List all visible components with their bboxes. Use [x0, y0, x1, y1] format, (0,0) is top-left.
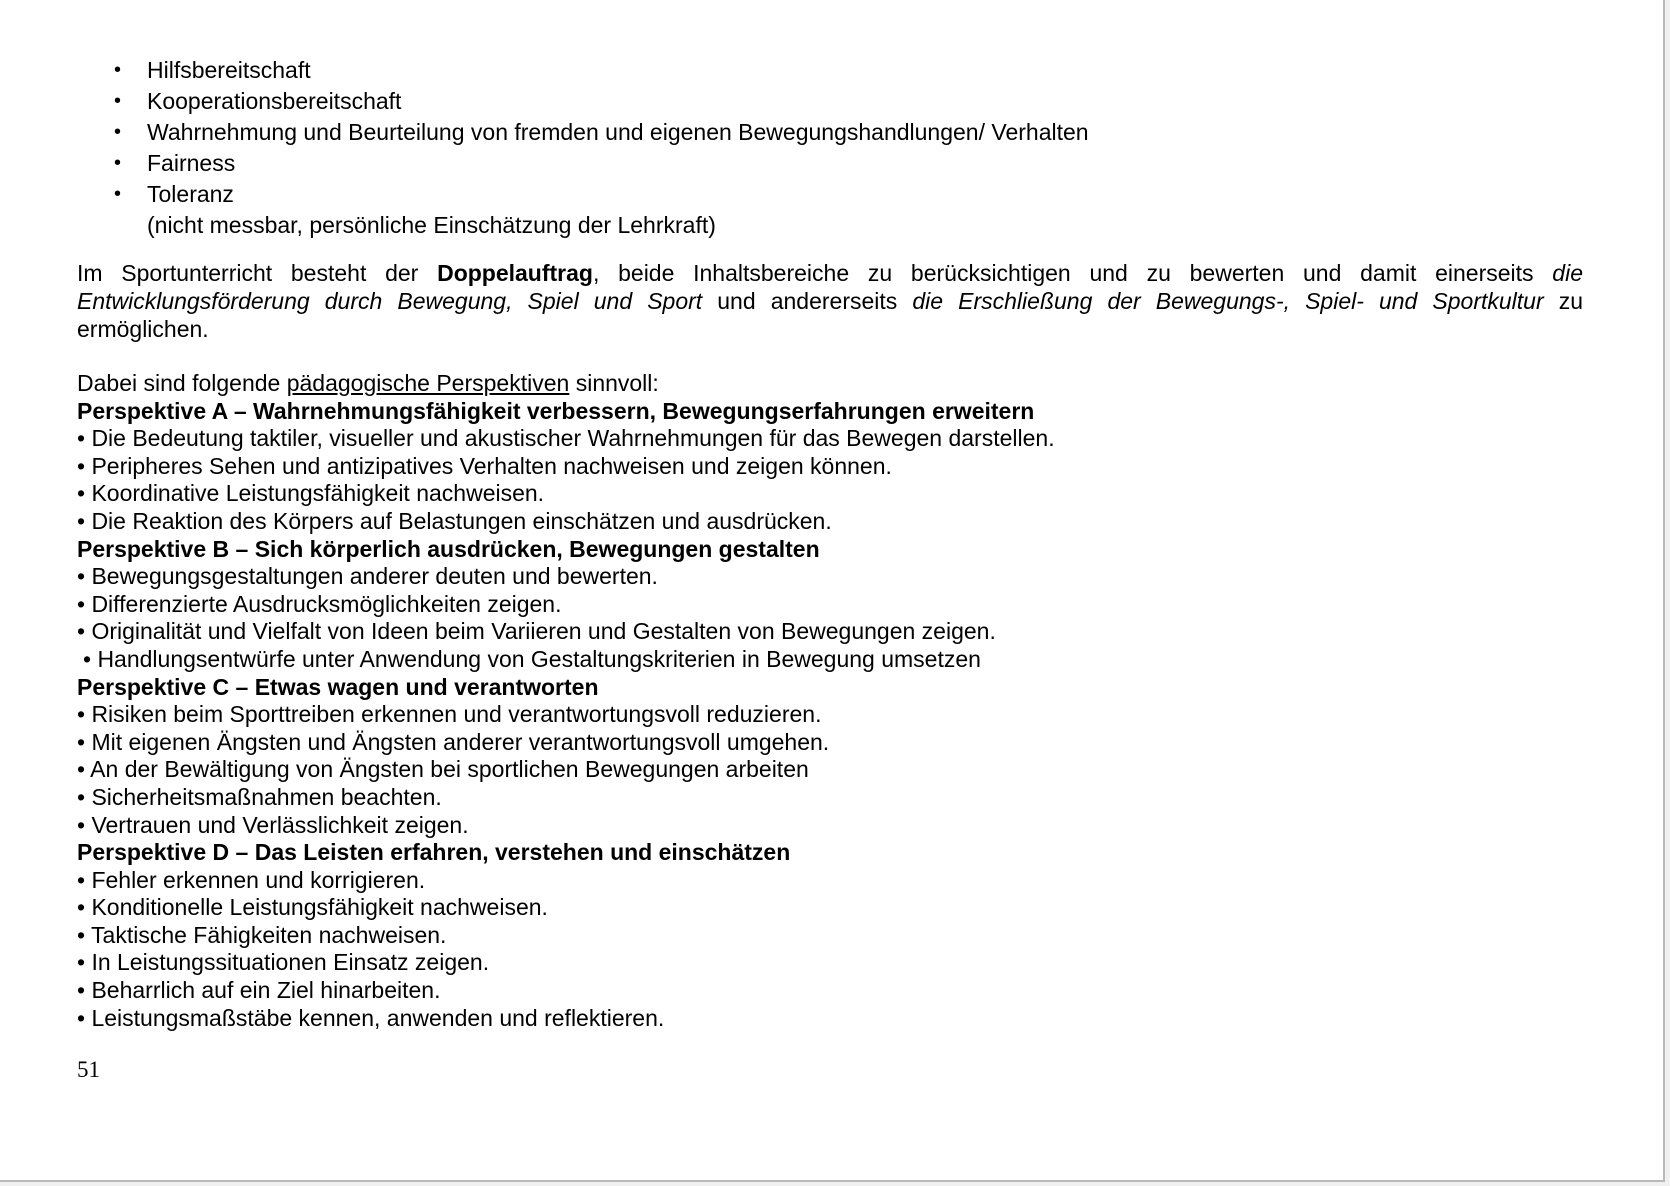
- bullet-icon: •: [114, 121, 122, 143]
- list-item: • Originalität und Vielfalt von Ideen beim Variieren und Gestalten von Bewegungen zeigen.: [77, 618, 996, 645]
- perspectives-intro: Dabei sind folgende pädagogische Perspektiven sinnvoll:: [77, 370, 659, 396]
- page-number: 51: [77, 1057, 100, 1082]
- perspective-d-heading: Perspektive D – Das Leisten erfahren, verstehen und einschätzen: [77, 839, 791, 866]
- list-item: • Kooperationsbereitschaft: [77, 86, 1583, 117]
- social-competence-list: [77, 55, 1583, 210]
- list-item: • Bewegungsgestaltungen anderer deuten und bewerten.: [77, 563, 658, 590]
- list-item: • Peripheres Sehen und antizipatives Verhalten nachweisen und zeigen können.: [77, 452, 892, 479]
- list-item: • Hilfsbereitschaft: [77, 55, 1583, 86]
- list-item: • Toleranz: [77, 179, 1583, 210]
- list-item: • Die Reaktion des Körpers auf Belastungen einschätzen und ausdrücken.: [77, 507, 832, 534]
- list-item: • Sicherheitsmaßnahmen beachten.: [77, 783, 442, 810]
- list-item: • Risiken beim Sporttreiben erkennen und verantwortungsvoll reduzieren.: [77, 701, 822, 728]
- list-item: • Die Bedeutung taktiler, visueller und akustischer Wahrnehmungen für das Bewegen darstellen.: [77, 425, 1055, 452]
- perspective-c-heading: Perspektive C – Etwas wagen und verantworten: [77, 673, 599, 700]
- list-item: • Vertrauen und Verlässlichkeit zeigen.: [77, 811, 469, 838]
- underlined-term: pädagogische Perspektiven: [286, 370, 570, 396]
- perspective-a-heading: Perspektive A – Wahrnehmungsfähigkeit verbessern, Bewegungserfahrungen erweitern: [77, 397, 1035, 424]
- list-item: • Taktische Fähigkeiten nachweisen.: [77, 921, 447, 948]
- page-content: [77, 55, 1583, 1032]
- emphasis-bold: Doppelauftrag: [437, 260, 593, 286]
- list-item: • Koordinative Leistungsfähigkeit nachweisen.: [77, 480, 545, 507]
- emphasis-italic: die Entwicklungsförderung durch Bewegung, Spiel und Sport: [77, 260, 1583, 314]
- bullet-icon: •: [114, 183, 122, 205]
- bullet-icon: •: [114, 59, 122, 81]
- emphasis-italic: die Erschließung der Bewegungs-, Spiel- und Sportkultur: [912, 288, 1544, 314]
- list-item: • Differenzierte Ausdrucksmöglichkeiten zeigen.: [77, 590, 562, 617]
- list-note: (nicht messbar, persönliche Einschätzung der Lehrkraft): [147, 212, 716, 238]
- list-item: • Fairness: [77, 148, 1583, 179]
- bullet-icon: •: [114, 152, 122, 174]
- list-item: • Mit eigenen Ängsten und Ängsten anderer verantwortungsvoll umgehen.: [77, 728, 830, 755]
- perspective-b-heading: Perspektive B – Sich körperlich ausdrücken, Bewegungen gestalten: [77, 535, 820, 562]
- list-item: • Leistungsmaßstäbe kennen, anwenden und reflektieren.: [77, 1004, 665, 1031]
- list-item: • Fehler erkennen und korrigieren.: [77, 866, 426, 893]
- intro-paragraph: Im Sportunterricht besteht der Doppelauftrag, beide Inhaltsbereiche zu berücksichtigen und zu bewerten und damit einerseits die Entwicklungsförderung durch Bewegung, Spiel und Sport und andererseits die Erschließung der Bewegungs-, Spiel- und Sportkultur zu ermöglichen.: [77, 260, 1584, 342]
- list-item: • Beharrlich auf ein Ziel hinarbeiten.: [77, 977, 441, 1004]
- list-item: • Konditionelle Leistungsfähigkeit nachweisen.: [77, 894, 548, 921]
- bullet-icon: •: [114, 90, 122, 112]
- list-item: • Wahrnehmung und Beurteilung von fremden und eigenen Bewegungshandlungen/ Verhalten: [77, 117, 1583, 148]
- list-item: • An der Bewältigung von Ängsten bei sportlichen Bewegungen arbeiten: [77, 756, 809, 783]
- list-item: • In Leistungssituationen Einsatz zeigen.: [77, 949, 490, 976]
- list-item: • Handlungsentwürfe unter Anwendung von Gestaltungskriterien in Bewegung umsetzen: [83, 645, 981, 672]
